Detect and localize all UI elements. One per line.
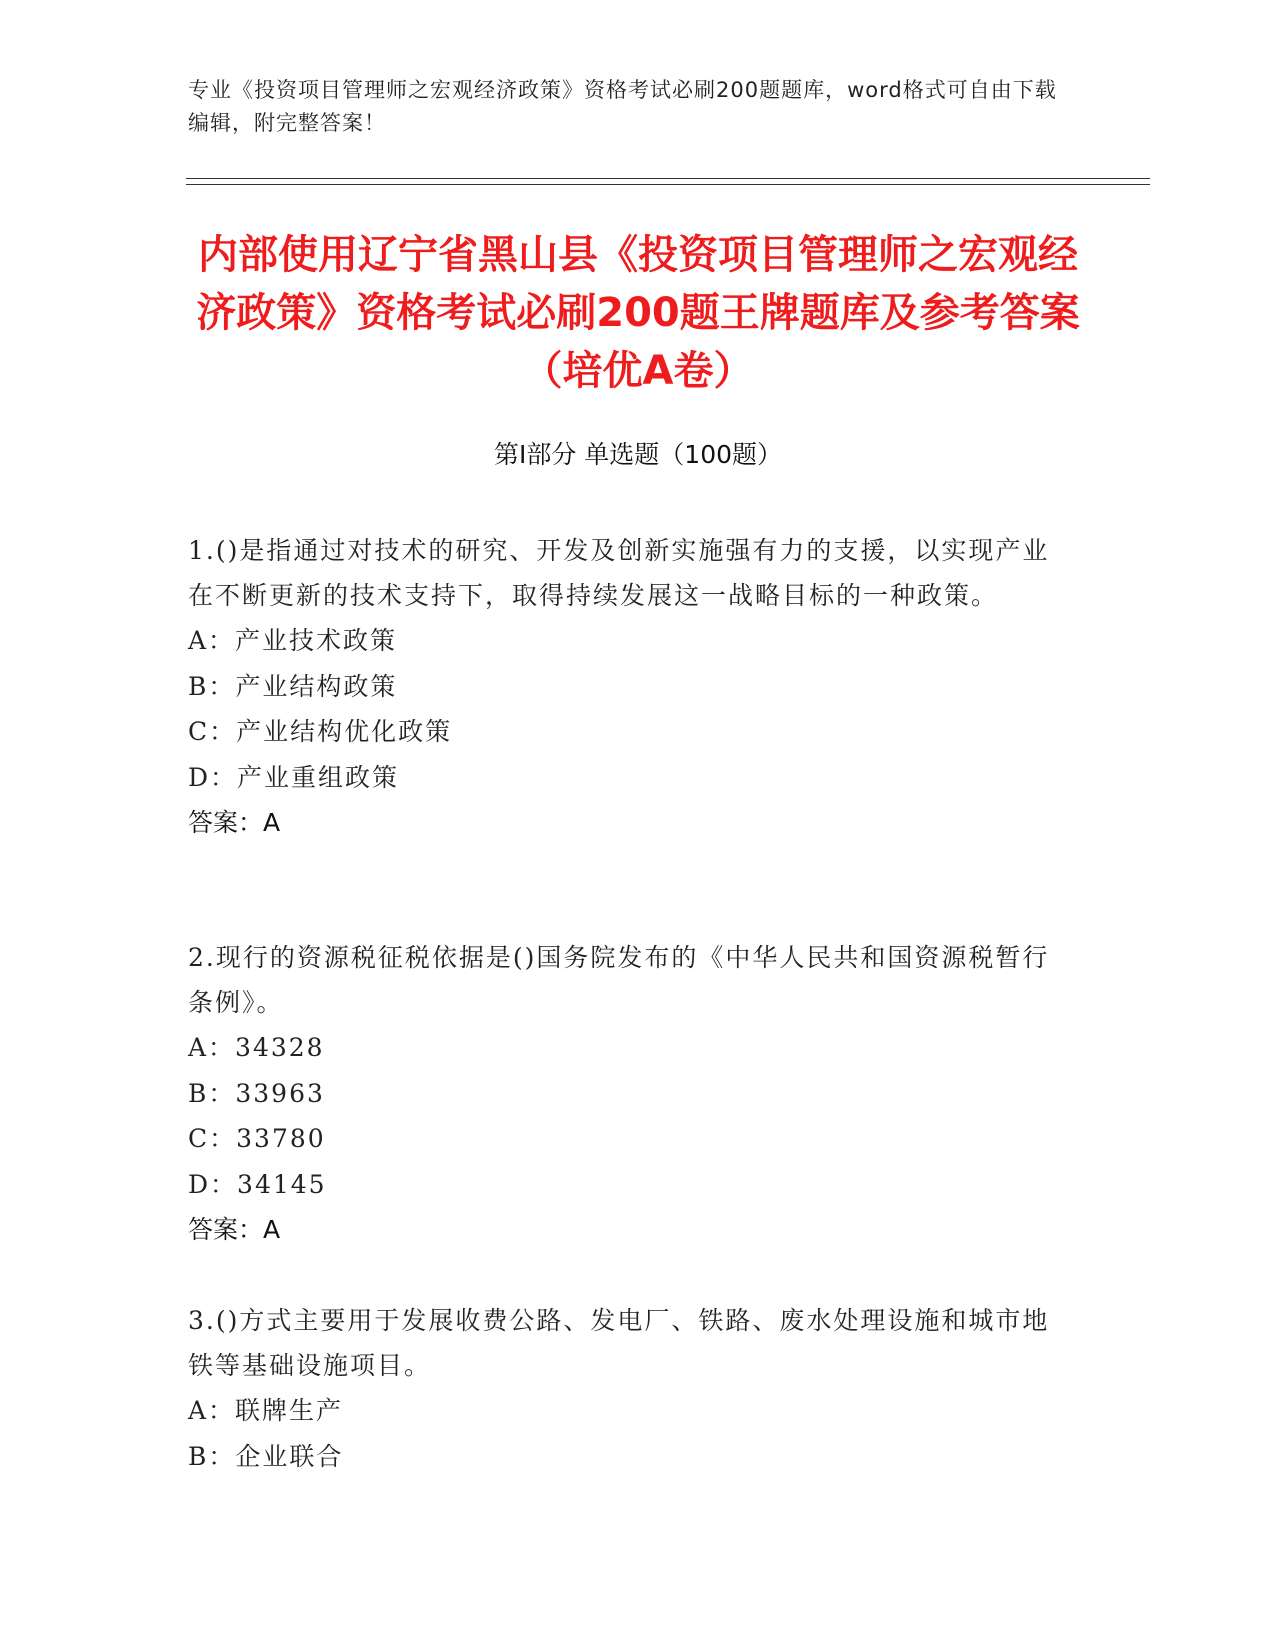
question-3 — [188, 1298, 1068, 1479]
option-d: D：34145 — [188, 1169, 327, 1199]
option-b: B：33963 — [188, 1078, 325, 1108]
option-a: A：34328 — [188, 1033, 325, 1062]
header-divider-top — [186, 178, 1150, 179]
answer: 答案：A — [188, 808, 281, 837]
section-title: 第Ⅰ部分 单选题（100题） — [493, 440, 783, 469]
option-c: C：产业结构优化政策 — [188, 717, 453, 746]
question-stem: 2.现行的资源税征税依据是()国务院发布的《中华人民共和国资源税暂行条例》。 — [188, 943, 1050, 1017]
question-2 — [188, 935, 1068, 1252]
question-stem: 1.()是指通过对技术的研究、开发及创新实施强有力的支援，以实现产业在不断更新的技术支持下，取得持续发展这一战略目标的一种政策。 — [188, 536, 1050, 610]
answer: 答案：A — [188, 1215, 281, 1244]
option-c: C：33780 — [188, 1124, 326, 1153]
question-1 — [188, 528, 1068, 845]
document-title: 内部使用辽宁省黑山县《投资项目管理师之宏观经济政策》资格考试必刷200题王牌题库及参考答案（培优A卷） — [196, 232, 1080, 394]
option-a: A：产业技术政策 — [188, 626, 398, 655]
header-divider-bottom — [186, 184, 1150, 185]
option-d: D：产业重组政策 — [188, 762, 400, 792]
option-b: B：产业结构政策 — [188, 671, 398, 701]
header-note: 专业《投资项目管理师之宏观经济政策》资格考试必刷200题题库，word格式可自由下载编辑，附完整答案！ — [188, 78, 1057, 135]
option-a: A：联牌生产 — [188, 1396, 344, 1425]
question-stem: 3.()方式主要用于发展收费公路、发电厂、铁路、废水处理设施和城市地铁等基础设施项目。 — [188, 1306, 1050, 1380]
option-b: B：企业联合 — [188, 1441, 344, 1471]
